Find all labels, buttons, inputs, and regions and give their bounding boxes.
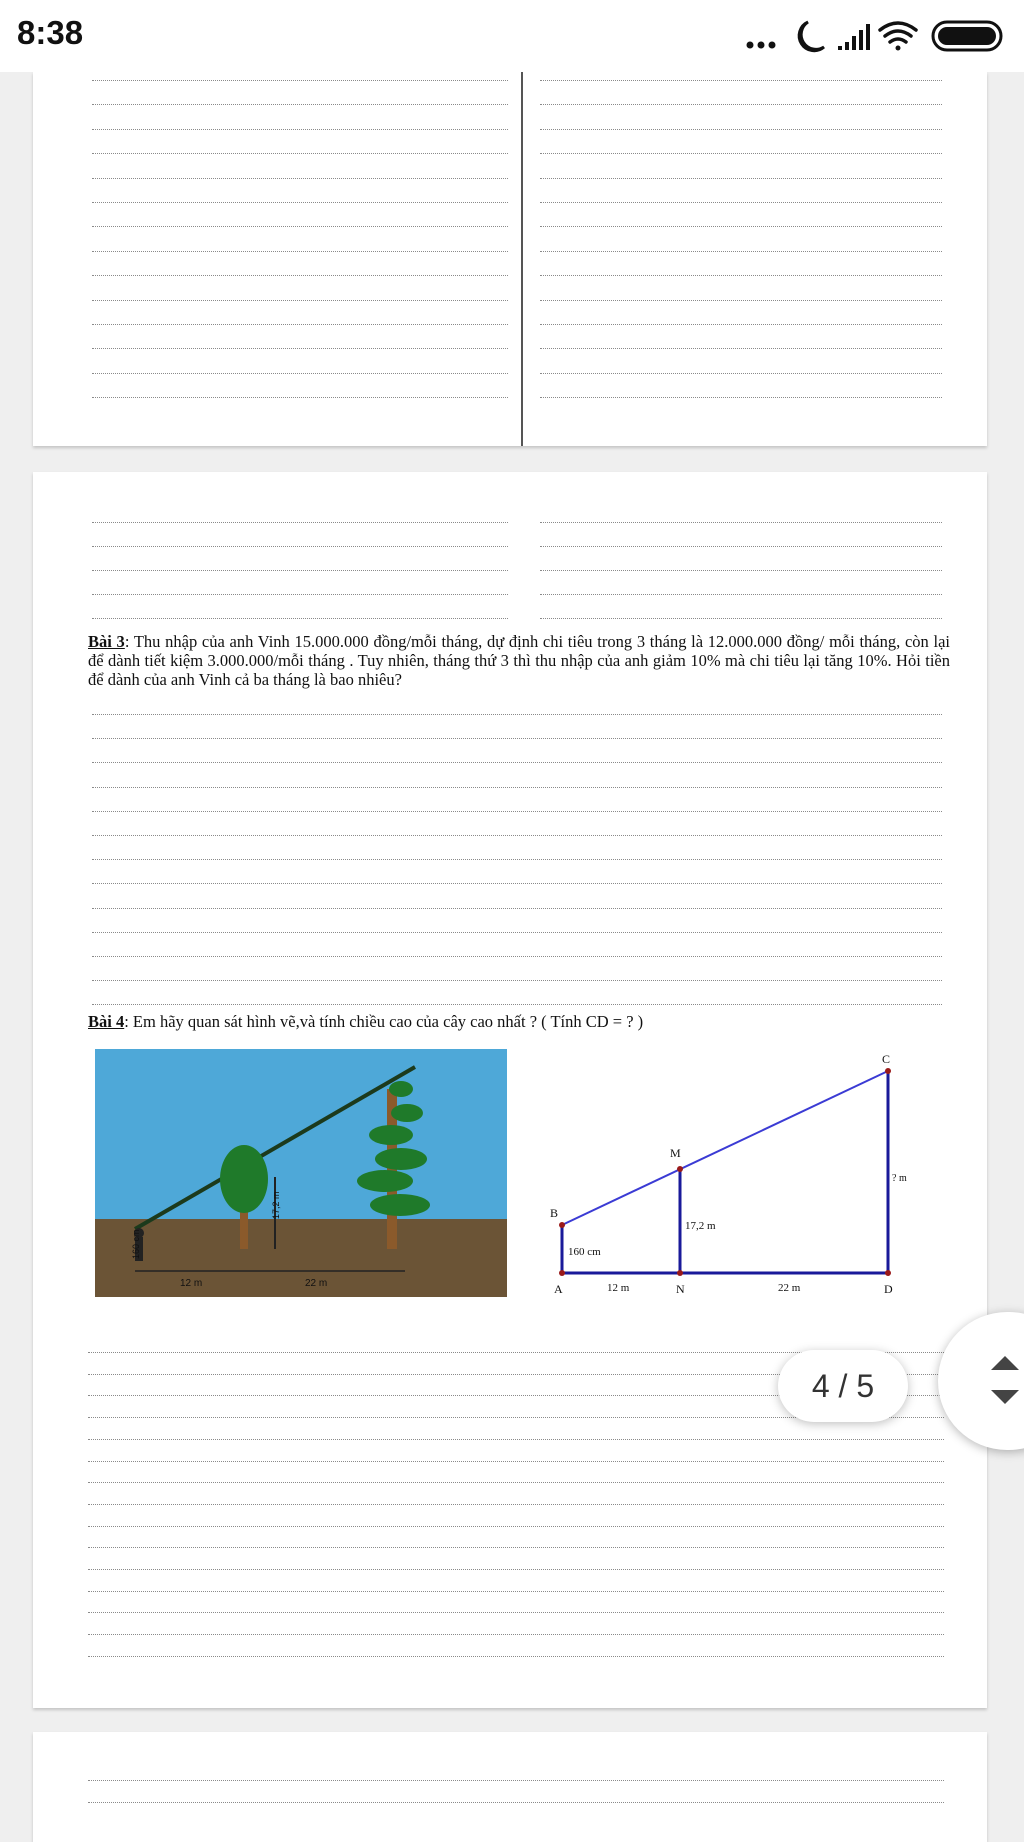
answer-line: [88, 1656, 944, 1657]
answer-line: [88, 1612, 944, 1613]
answer-line: [92, 618, 508, 619]
status-bar: [0, 0, 1024, 72]
answer-line: [92, 373, 508, 374]
answer-line: [92, 397, 508, 398]
answer-line: [92, 787, 942, 788]
answer-line: [92, 178, 508, 179]
answer-line: [88, 1591, 944, 1592]
answer-line: [92, 129, 508, 130]
answer-line: [540, 251, 942, 252]
answer-line: [540, 618, 942, 619]
answer-line: [92, 324, 508, 325]
more-dots-icon: [747, 42, 776, 49]
answer-line: [88, 1439, 944, 1440]
answer-line: [92, 153, 508, 154]
answer-line: [88, 1547, 944, 1548]
answer-line: [92, 594, 508, 595]
answer-line: [92, 104, 508, 105]
answer-line: [92, 908, 942, 909]
answer-line: [92, 714, 942, 715]
geometry-diagram: [540, 1045, 940, 1305]
exercise-3: [88, 632, 950, 689]
answer-line: [92, 522, 508, 523]
exercise-4-text: : Em hãy quan sát hình vẽ,và tính chiều cao của cây cao nhất ? ( Tính CD = ? ): [124, 1012, 644, 1031]
point-b: B: [550, 1206, 559, 1220]
answer-line: [540, 570, 942, 571]
answer-line: [540, 300, 942, 301]
answer-line: [88, 1504, 944, 1505]
answer-line: [92, 202, 508, 203]
exercise-3-label: Bài 3: [88, 632, 125, 651]
photo-dist-2: 22 m: [305, 1278, 328, 1289]
wifi-icon: [880, 23, 916, 51]
point-d: D: [884, 1282, 893, 1296]
point-m: M: [670, 1146, 681, 1160]
label-ab: 160 cm: [568, 1246, 601, 1258]
answer-line: [540, 178, 942, 179]
battery-icon: [933, 22, 1001, 50]
pdf-page-5[interactable]: [33, 1732, 987, 1842]
answer-line: [540, 348, 942, 349]
moon-icon: [799, 22, 824, 51]
answer-line: [92, 932, 942, 933]
answer-line: [92, 275, 508, 276]
answer-line: [92, 300, 508, 301]
label-mn: 17,2 m: [685, 1220, 716, 1232]
answer-line: [88, 1780, 944, 1781]
exercise-4-label: Bài 4: [88, 1012, 125, 1031]
answer-line: [540, 546, 942, 547]
answer-line: [92, 956, 942, 957]
exercise-4: [88, 1012, 950, 1031]
status-time: 8:38: [17, 14, 84, 51]
photo-dist-1: 12 m: [180, 1278, 203, 1289]
label-an: 12 m: [607, 1282, 630, 1294]
answer-line: [88, 1526, 944, 1527]
answer-line: [540, 373, 942, 374]
exercise-3-text: : Thu nhập của anh Vinh 15.000.000 đồng/mỗi tháng, dự định chi tiêu trong 3 tháng là 12.000.000 đồng/ mỗi tháng, còn lại để dành tiết kiệm 3.000.000/mỗi tháng . Tuy nhiên, tháng thứ 3 thì thu nhập của anh giảm 10% mà chi tiêu lại tăng 10%. Hỏi tiền để dành của anh Vinh cả ba tháng là bao nhiêu?: [88, 632, 950, 689]
answer-line: [92, 811, 942, 812]
scroll-up-down-icon: [985, 1350, 1024, 1410]
answer-line: [540, 202, 942, 203]
answer-line: [88, 1482, 944, 1483]
answer-line: [92, 226, 508, 227]
answer-line: [540, 80, 942, 81]
answer-line: [92, 738, 942, 739]
answer-line: [92, 570, 508, 571]
answer-line: [540, 522, 942, 523]
answer-line: [540, 275, 942, 276]
answer-line: [540, 324, 942, 325]
answer-line: [92, 80, 508, 81]
page-indicator: 4 / 5: [778, 1350, 908, 1422]
answer-line: [92, 546, 508, 547]
point-n: N: [676, 1282, 685, 1296]
answer-line: [540, 397, 942, 398]
answer-line: [540, 594, 942, 595]
answer-line: [92, 251, 508, 252]
answer-line: [88, 1569, 944, 1570]
label-nd: 22 m: [778, 1282, 801, 1294]
answer-line: [92, 762, 942, 763]
signal-icon: [838, 24, 870, 50]
photo-person-height: 160 cm: [131, 1229, 141, 1259]
answer-line: [92, 835, 942, 836]
answer-line: [92, 980, 942, 981]
point-c: C: [882, 1052, 891, 1066]
point-a: A: [554, 1282, 563, 1296]
column-divider: [521, 72, 523, 446]
label-cd: ? m: [892, 1173, 907, 1184]
answer-line: [88, 1461, 944, 1462]
answer-line: [540, 104, 942, 105]
answer-line: [92, 1004, 942, 1005]
answer-line: [92, 348, 508, 349]
answer-line: [540, 129, 942, 130]
answer-line: [540, 153, 942, 154]
tree-illustration: [95, 1049, 507, 1297]
photo-tree-height: 17,2 m: [271, 1191, 281, 1219]
status-icons: [738, 16, 1008, 56]
answer-line: [88, 1802, 944, 1803]
answer-line: [88, 1634, 944, 1635]
answer-line: [92, 883, 942, 884]
answer-line: [540, 226, 942, 227]
answer-line: [92, 859, 942, 860]
